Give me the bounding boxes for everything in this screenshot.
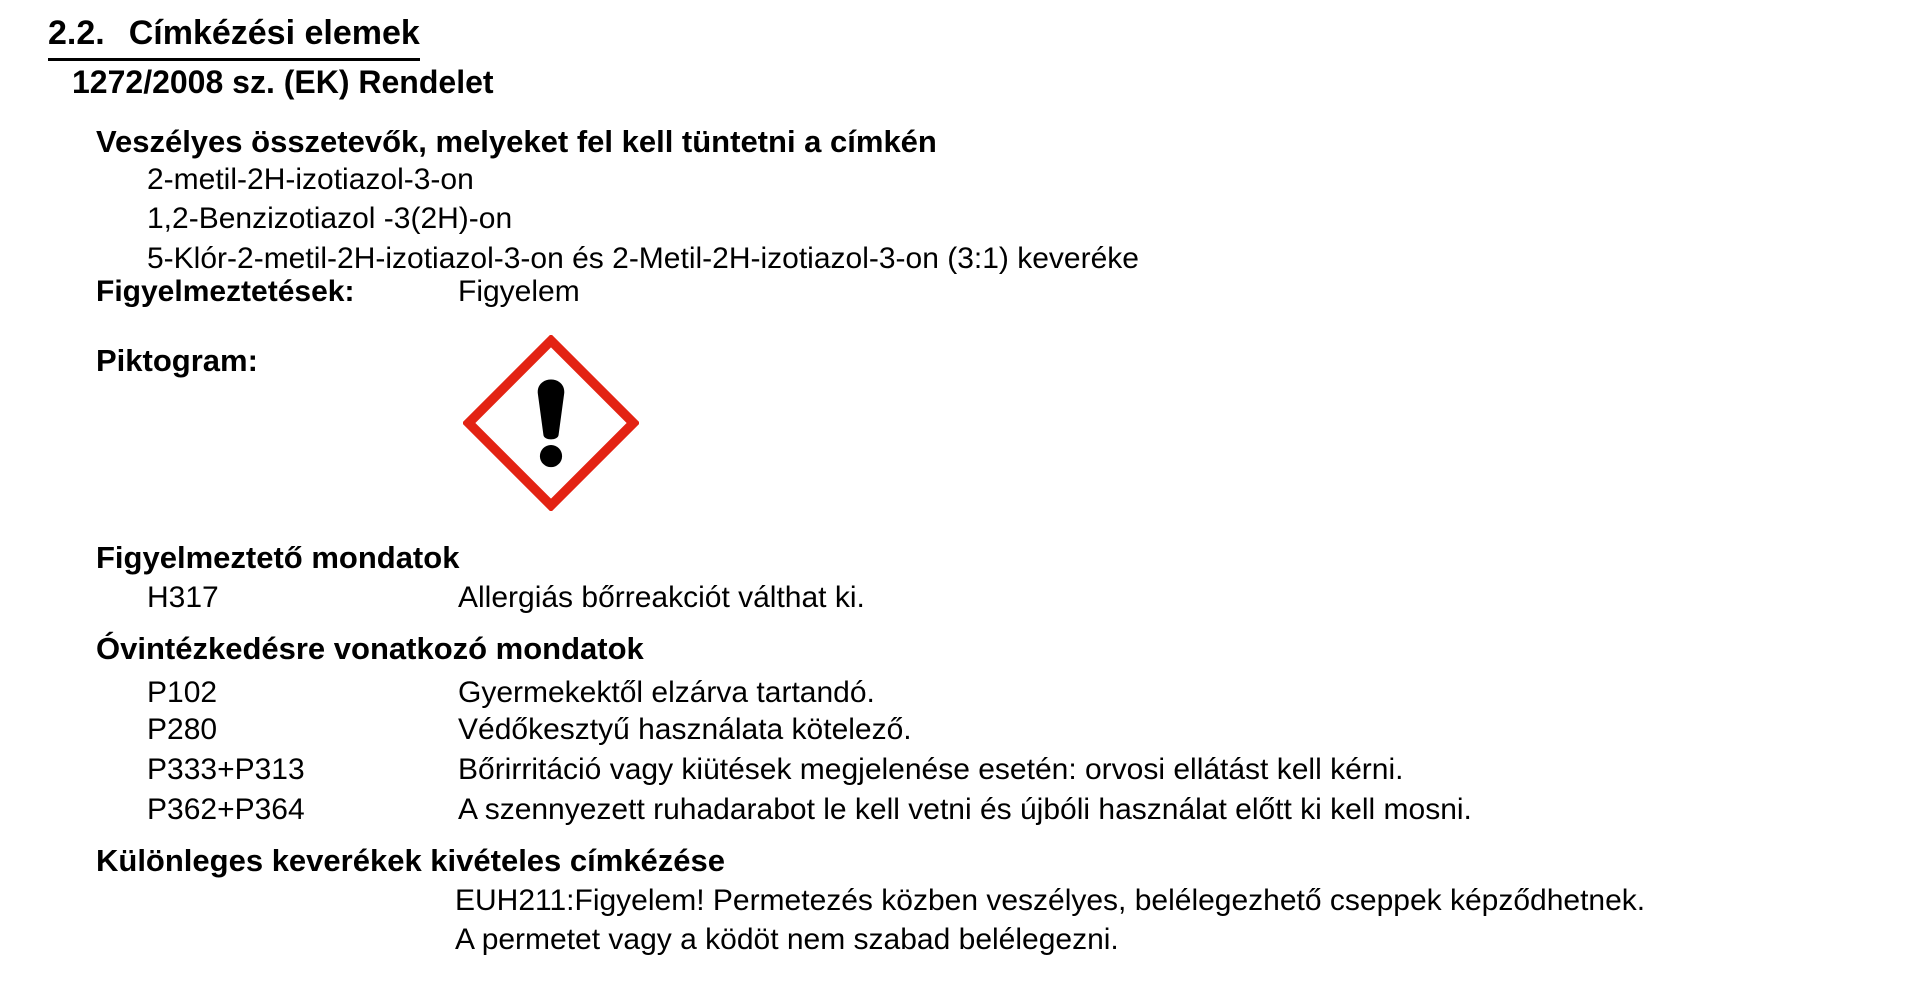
precautionary-statement-text: Gyermekektől elzárva tartandó. [458, 676, 875, 709]
precautionary-statement-row [147, 675, 875, 711]
section-number: 2.2. [48, 14, 105, 52]
hazardous-component-item: 1,2-Benzizotiazol -3(2H)-on [147, 202, 513, 235]
precautionary-statements-heading: Óvintézkedésre vonatkozó mondatok [96, 631, 644, 666]
hazard-statement-text: Allergiás bőrreakciót válthat ki. [458, 581, 865, 614]
signal-word-label: Figyelmeztetések: [96, 275, 355, 308]
precautionary-statement-text: A szennyezett ruhadarabot le kell vetni és újbóli használat előtt ki kell mosni. [458, 793, 1472, 826]
precautionary-statement-row [147, 712, 912, 748]
section-heading-underline [48, 13, 420, 61]
precautionary-statement-code: P333+P313 [147, 753, 305, 786]
special-labelling-line: EUH211:Figyelem! Permetezés közben veszélyes, belélegezhető cseppek képződhetnek. [455, 884, 1646, 917]
section-title: Címkézési elemek [128, 14, 420, 52]
hazardous-component-item: 5-Klór-2-metil-2H-izotiazol-3-on és 2-Metil-2H-izotiazol-3-on (3:1) keveréke [147, 242, 1139, 275]
signal-word-row [96, 274, 580, 310]
precautionary-statement-row [147, 792, 1472, 828]
precautionary-statement-text: Bőrirritáció vagy kiütések megjelenése esetén: orvosi ellátást kell kérni. [458, 753, 1404, 786]
precautionary-statement-code: P362+P364 [147, 793, 305, 826]
hazard-statement-row [147, 580, 865, 616]
hazard-statement-code: H317 [147, 581, 219, 614]
ghs07-exclamation-mark-pictogram [463, 335, 639, 511]
special-labelling-line: A permetet vagy a ködöt nem szabad belélegezni. [455, 923, 1119, 956]
special-labelling-heading: Különleges keverékek kivételes címkézése [96, 843, 726, 878]
hazard-statements-heading: Figyelmeztető mondatok [96, 540, 460, 575]
hazardous-component-item: 2-metil-2H-izotiazol-3-on [147, 163, 474, 196]
precautionary-statement-text: Védőkesztyű használata kötelező. [458, 713, 912, 746]
signal-word-value: Figyelem [458, 275, 580, 308]
regulation-heading: 1272/2008 sz. (EK) Rendelet [72, 64, 494, 100]
section-heading [48, 13, 420, 61]
precautionary-statement-code: P102 [147, 676, 218, 709]
precautionary-statement-row [147, 752, 1403, 788]
hazardous-components-heading: Veszélyes összetevők, melyeket fel kell tüntetni a címkén [96, 124, 937, 159]
pictogram-label: Piktogram: [96, 343, 258, 378]
precautionary-statement-code: P280 [147, 713, 218, 746]
